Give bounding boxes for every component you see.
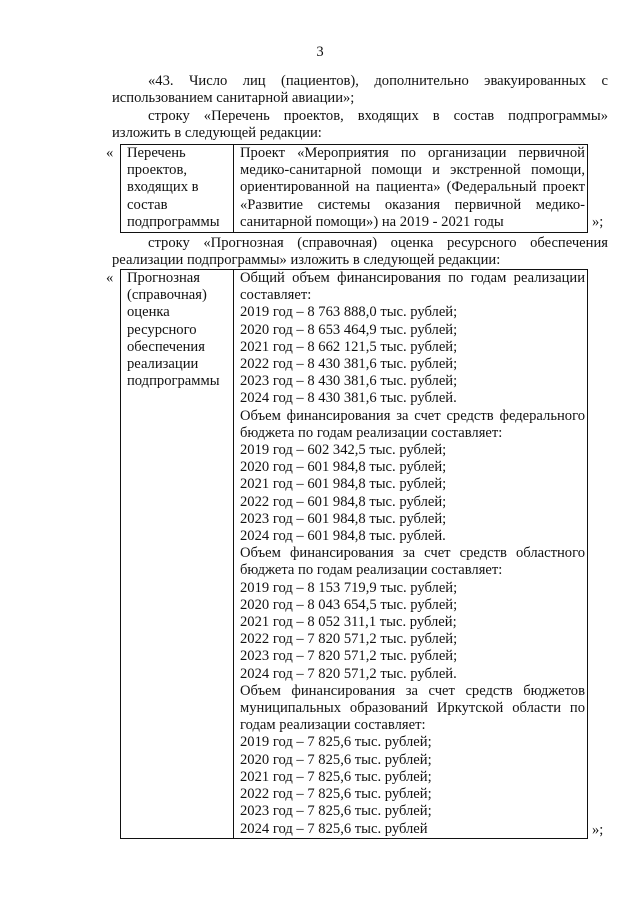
paragraph-projects-intro: строку «Перечень проектов, входящих в состав подпрограммы» изложить в следующей редакции: <box>112 108 608 142</box>
resource-label-line: реализации <box>127 356 199 373</box>
projects-table <box>120 144 588 233</box>
resource-label-line: подпрограммы <box>127 373 220 390</box>
total-funding-year: 2020 год – 8 653 464,9 тыс. рублей; <box>240 321 458 338</box>
total-funding-year: 2022 год – 8 430 381,6 тыс. рублей; <box>240 356 458 373</box>
resource-table <box>120 269 588 839</box>
quote-close-mark: »; <box>592 822 604 838</box>
federal-funding-year: 2020 год – 601 984,8 тыс. рублей; <box>240 459 447 476</box>
municipal-funding-year: 2020 год – 7 825,6 тыс. рублей; <box>240 751 432 768</box>
paragraph-resource-intro: строку «Прогнозная (справочная) оценка ресурсного обеспечения реализации подпрограммы» изложить в следующей редакции: <box>112 235 608 269</box>
quote-open-mark: « <box>106 145 114 161</box>
total-funding-year: 2024 год – 8 430 381,6 тыс. рублей. <box>240 390 457 407</box>
municipal-funding-year: 2023 год – 7 825,6 тыс. рублей; <box>240 803 432 820</box>
municipal-funding-year: 2024 год – 7 825,6 тыс. рублей <box>240 820 428 837</box>
projects-label-line: проектов, <box>127 162 187 179</box>
regional-funding-year: 2019 год – 8 153 719,9 тыс. рублей; <box>240 579 458 596</box>
resource-label-line: Прогнозная <box>127 270 200 286</box>
projects-label-line: подпрограммы <box>127 213 220 230</box>
projects-table-value-cell: Проект «Мероприятия по организации первичной медико-санитарной помощи и экстренной помощи, ориентированной на пациента» (Федеральный проект «Развитие системы оказания первичной медико-санитарной помощи») на 2019 - 2021 годы <box>234 145 588 233</box>
projects-label-line: Перечень <box>127 145 186 161</box>
regional-funding-heading: Объем финансирования за счет средств областного бюджета по годам реализации составляет: <box>240 545 585 579</box>
federal-funding-year: 2021 год – 601 984,8 тыс. рублей; <box>240 476 447 493</box>
resource-table-value-cell <box>234 270 588 839</box>
regional-funding-year: 2021 год – 8 052 311,1 тыс. рублей; <box>240 614 457 631</box>
federal-funding-year: 2019 год – 602 342,5 тыс. рублей; <box>240 442 447 459</box>
municipal-funding-year: 2019 год – 7 825,6 тыс. рублей; <box>240 734 432 751</box>
resource-label-line: ресурсного <box>127 321 197 338</box>
projects-label-line: состав <box>127 196 168 213</box>
page-number: 3 <box>316 44 324 60</box>
regional-funding-year: 2024 год – 7 820 571,2 тыс. рублей. <box>240 665 457 682</box>
total-funding-year: 2019 год – 8 763 888,0 тыс. рублей; <box>240 304 458 321</box>
projects-label-line: входящих в <box>127 179 199 196</box>
total-funding-year: 2023 год – 8 430 381,6 тыс. рублей; <box>240 373 458 390</box>
resource-label-line: (справочная) <box>127 287 207 304</box>
regional-funding-year: 2020 год – 8 043 654,5 тыс. рублей; <box>240 596 458 613</box>
quote-close-mark: »; <box>592 214 604 230</box>
resource-label-line: обеспечения <box>127 338 205 355</box>
regional-funding-year: 2022 год – 7 820 571,2 тыс. рублей; <box>240 631 458 648</box>
paragraph-item-43: «43. Число лиц (пациентов), дополнительно эвакуированных с использованием санитарной авиации»; <box>112 73 608 107</box>
municipal-funding-year: 2021 год – 7 825,6 тыс. рублей; <box>240 768 432 785</box>
federal-funding-heading: Объем финансирования за счет средств федерального бюджета по годам реализации составляет: <box>240 407 585 441</box>
municipal-funding-year: 2022 год – 7 825,6 тыс. рублей; <box>240 786 432 803</box>
federal-funding-year: 2024 год – 601 984,8 тыс. рублей. <box>240 528 446 545</box>
total-funding-heading: Общий объем финансирования по годам реализации составляет: <box>240 270 585 304</box>
federal-funding-year: 2022 год – 601 984,8 тыс. рублей; <box>240 493 447 510</box>
quote-open-mark: « <box>106 270 114 286</box>
total-funding-year: 2021 год – 8 662 121,5 тыс. рублей; <box>240 338 458 355</box>
projects-table-label-cell <box>121 145 234 233</box>
resource-table-label-cell <box>121 270 234 839</box>
federal-funding-year: 2023 год – 601 984,8 тыс. рублей; <box>240 510 447 527</box>
regional-funding-year: 2023 год – 7 820 571,2 тыс. рублей; <box>240 648 458 665</box>
resource-label-line: оценка <box>127 304 170 321</box>
municipal-funding-heading: Объем финансирования за счет средств бюджетов муниципальных образований Иркутской области по годам реализации составляет: <box>240 682 585 734</box>
